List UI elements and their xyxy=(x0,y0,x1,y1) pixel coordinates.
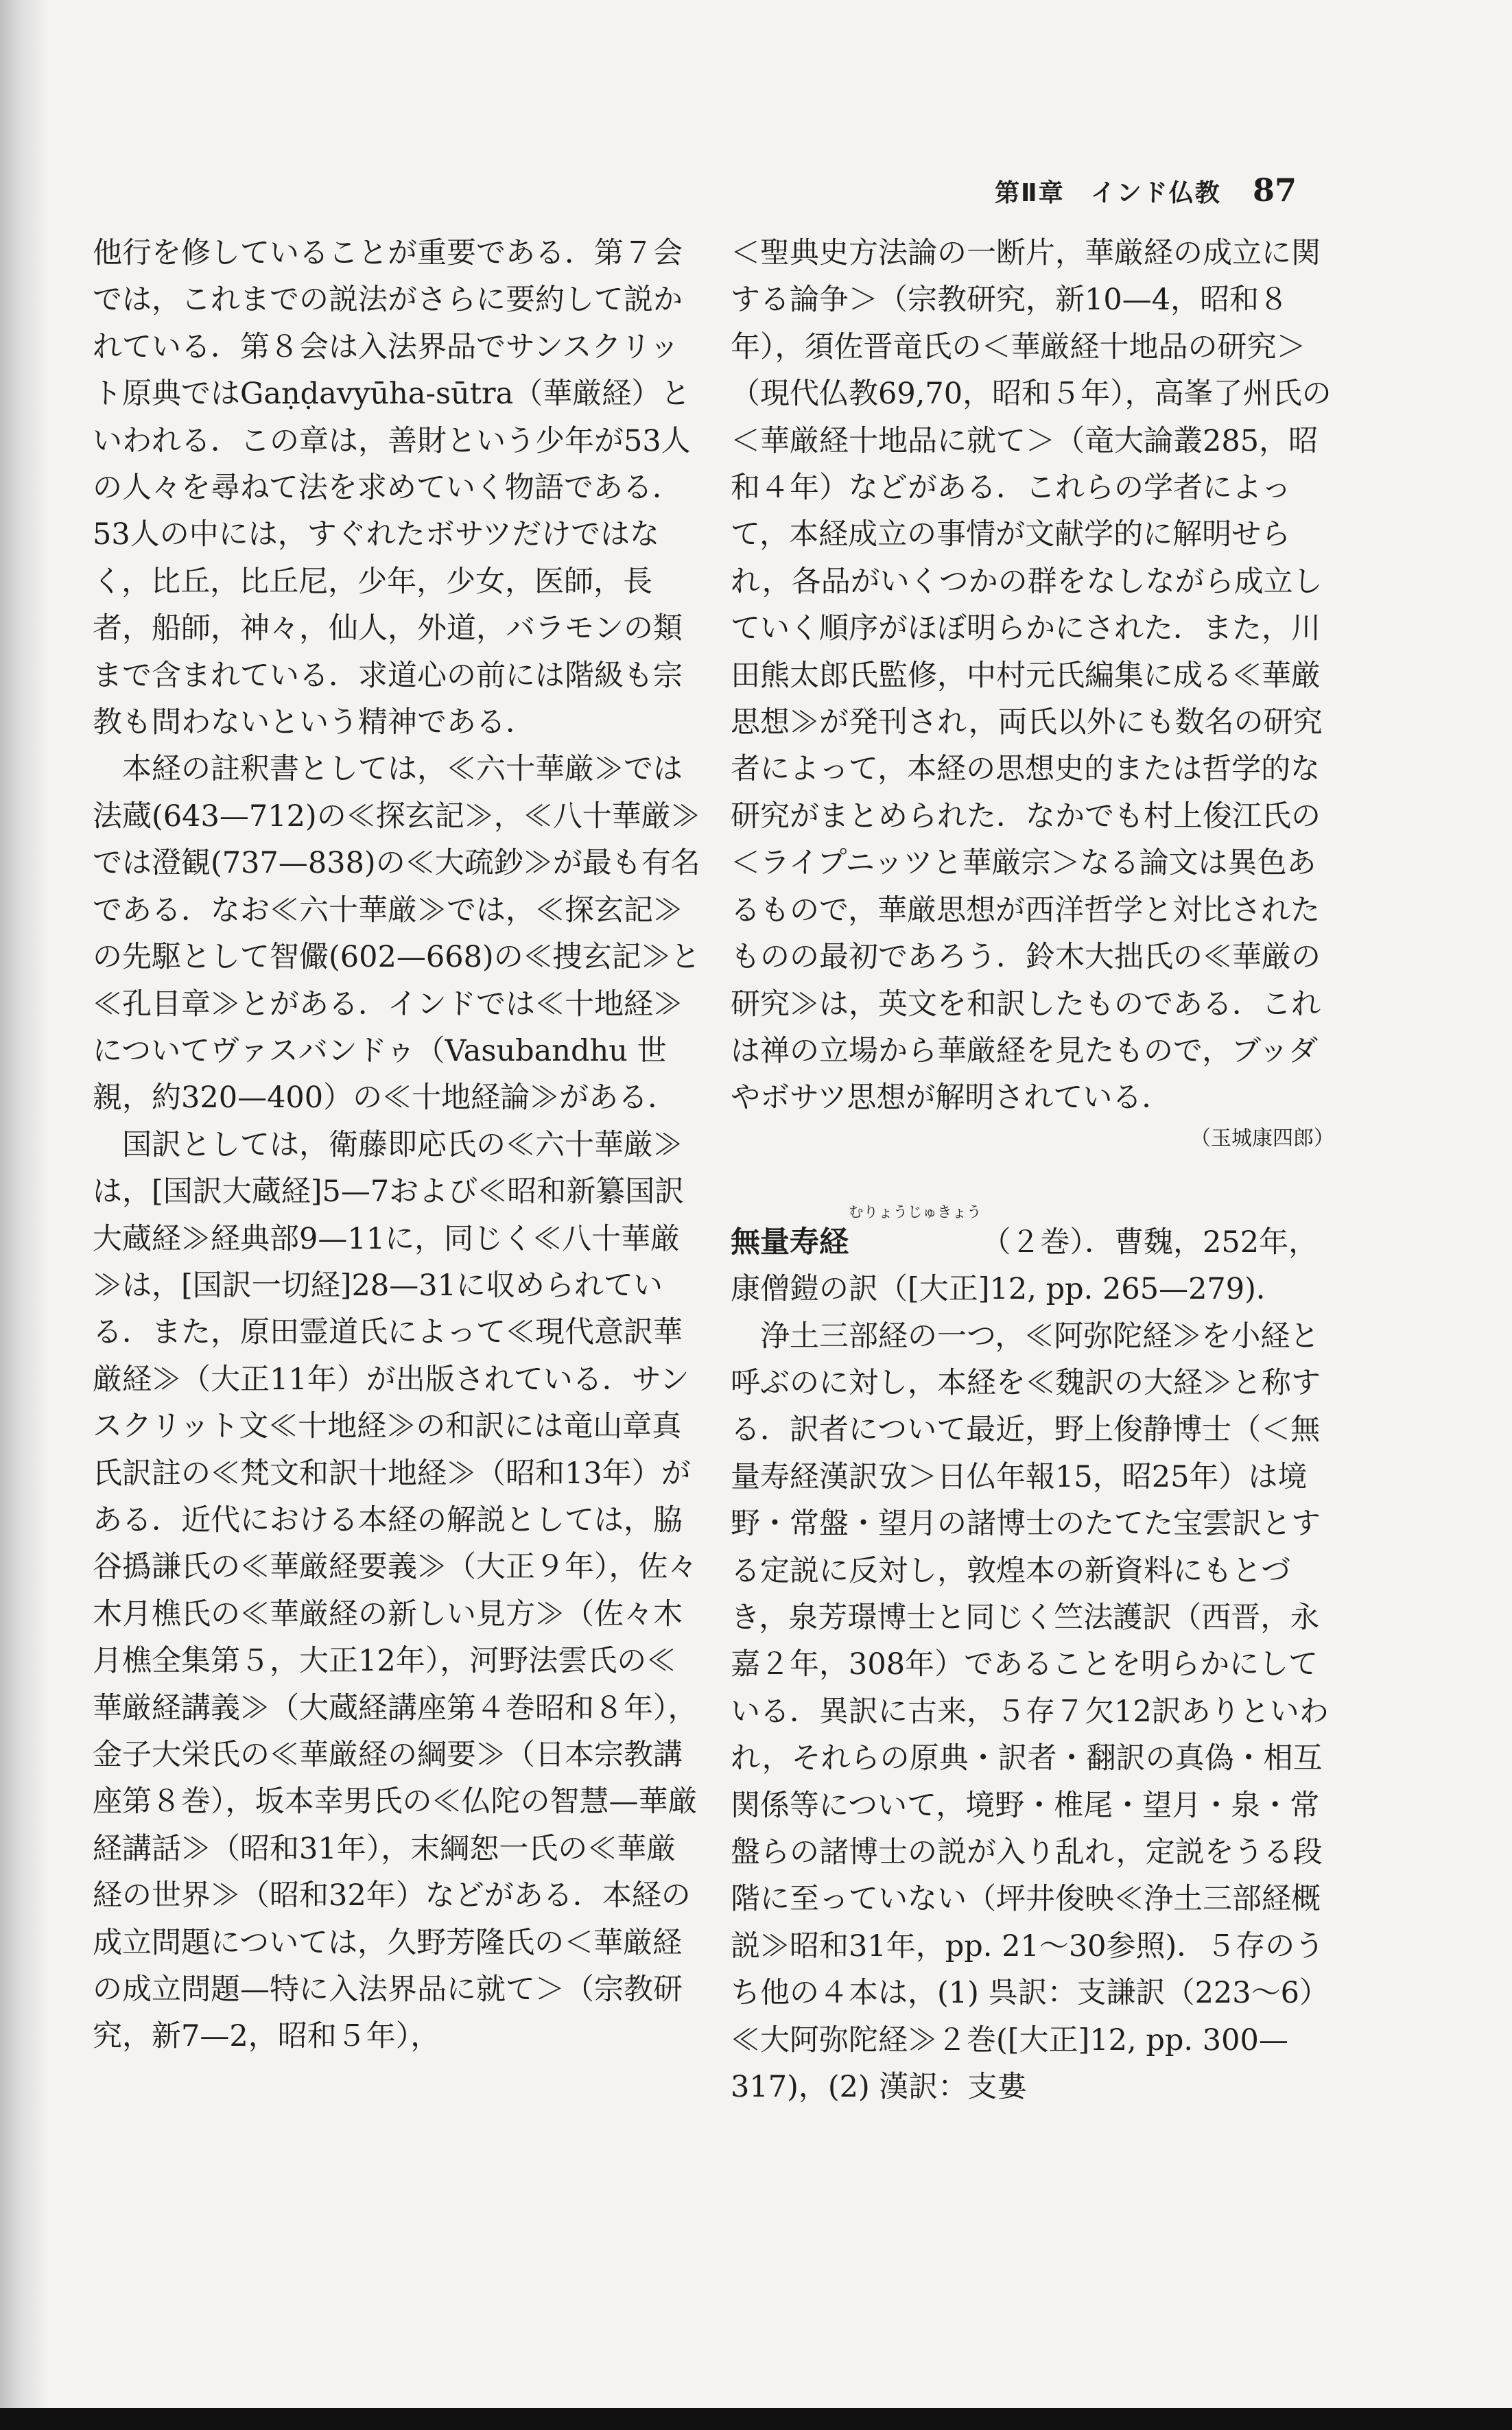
scan-shadow-edge xyxy=(0,0,48,2430)
paragraph: 他行を修していることが重要である．第７会では，これまでの説法がさらに要約して説かれている．第８会は入法界品でサンスクリット原典ではGaṇḍavyūha-sūtra（華厳経）といわれる．この章は，善財という少年が53人の人々を尋ねて法を求めていく物語である．53人の中には，すぐれたボサツだけではなく，比丘，比丘尼，少年，少女，医師，長者，船師，神々，仙人，外道，バラモンの類まで含まれている．求道心の前には階級も宗教も問わないという精神である． xyxy=(93,236,691,740)
paragraph: 浄土三部経の一つ，≪阿弥陀経≫を小経と呼ぶのに対し，本経を≪魏訳の大経≫と称する．訳者について最近，野上俊静博士（＜無量寿経漢訳攷＞日仏年報15，昭25年）は境野・常盤・望月の諸博士のたてた宝雲訳とする定説に反対し，敦煌本の新資料にもとづき，泉芳璟博士と同じく竺法護訳（西晋，永嘉２年，308年）であることを明らかにしている．異訳に古来，５存７欠12訳ありといわれ，それらの原典・訳者・翻訳の真偽・相互関係等について，境野・椎尾・望月・泉・常盤らの諸博士の説が入り乱れ，定説をうる段階に至っていない（坪井俊映≪浄土三部経概説≫昭和31年，pp. 21～30参照)．５存のうち他の４本は，(1) 呉訳：支謙訳（223～6）≪大阿弥陀経≫２巻([大正]12, pp. 300—317)，(2) 漢訳：支婁 xyxy=(731,1319,1330,2105)
running-header xyxy=(995,172,1297,209)
entry-reading xyxy=(849,1203,982,1260)
paragraph: 国訳としては，衛藤即応氏の≪六十華厳≫は，[国訳大蔵経]5—7および≪昭和新纂国訳大蔵経≫経典部9—11に，同じく≪八十華厳≫は，[国訳一切経]28—31に収められている．また，原田霊道氏によって≪現代意訳華厳経≫（大正11年）が出版されている．サンスクリット文≪十地経≫の和訳には竜山章真氏訳註の≪梵文和訳十地経≫（昭和13年）がある．近代における本経の解説としては，脇谷撝謙氏の≪華厳経要義≫（大正９年），佐々木月樵氏の≪華厳経の新しい見方≫（佐々木月樵全集第５，大正12年），河野法雲氏の≪華厳経講義≫（大蔵経講座第４巻昭和８年），金子大栄氏の≪華厳経の綱要≫（日本宗教講座第８巻），坂本幸男氏の≪仏陀の智慧—華厳経講話≫（昭和31年），末綱恕一氏の≪華厳経の世界≫（昭和32年）などがある．本経の成立問題については，久野芳隆氏の＜華厳経の成立問題—特に入法界品に就て＞（宗教研究，新7—2，昭和５年）， xyxy=(93,1127,698,2054)
paragraph: 本経の註釈書としては，≪六十華厳≫では法蔵(643—712)の≪探玄記≫，≪八十華厳≫では澄観(737—838)の≪大疏鈔≫が最も有名である．なお≪六十華厳≫では，≪探玄記≫の先駆として智儼(602—668)の≪捜玄記≫と≪孔目章≫とがある．インドでは≪十地経≫についてヴァスバンドゥ（Vasubandhu 世親，約320—400）の≪十地経論≫がある． xyxy=(93,752,700,1116)
scan-bottom-border xyxy=(0,2408,1512,2430)
entry-headword: 無量寿経 xyxy=(731,1225,849,1260)
dictionary-entry xyxy=(731,1204,1334,1313)
left-column xyxy=(93,230,703,2060)
page-number: 87 xyxy=(1252,172,1297,209)
chapter-title: 第Ⅱ章 インド仏教 xyxy=(995,179,1221,207)
right-column xyxy=(731,230,1334,2110)
entry-reading-text: むりょうじゅきょう xyxy=(849,1203,982,1221)
paragraph: ＜聖典史方法論の一断片，華厳経の成立に関する論争＞（宗教研究，新10—4，昭和８年），須佐晋竜氏の＜華厳経十地品の研究＞（現代仏教69,70，昭和５年），高峯了州氏の＜華厳経十地品に就て＞（竜大論叢285，昭和４年）などがある．これらの学者によって，本経成立の事情が文献学的に解明せられ，各品がいくつかの群をなしながら成立していく順序がほぼ明らかにされた．また，川田熊太郎氏監修，中村元氏編集に成る≪華厳思想≫が発刊され，両氏以外にも数名の研究者によって，本経の思想史的または哲学的な研究がまとめられた．なかでも村上俊江氏の＜ライプニッツと華厳宗＞なる論文は異色あるもので，華厳思想が西洋哲学と対比されたものの最初であろう．鈴木大拙氏の≪華厳の研究≫は，英文を和訳したものである．これは禅の立場から華厳経を見たもので，ブッダやボサツ思想が解明されている． xyxy=(731,236,1332,1116)
entry-details: （２巻）．曹魏，252年，康僧鎧の訳（[大正]12, pp. 265—279)． xyxy=(731,1225,1319,1307)
author-signature: （玉城康四郎） xyxy=(1190,1126,1334,1151)
